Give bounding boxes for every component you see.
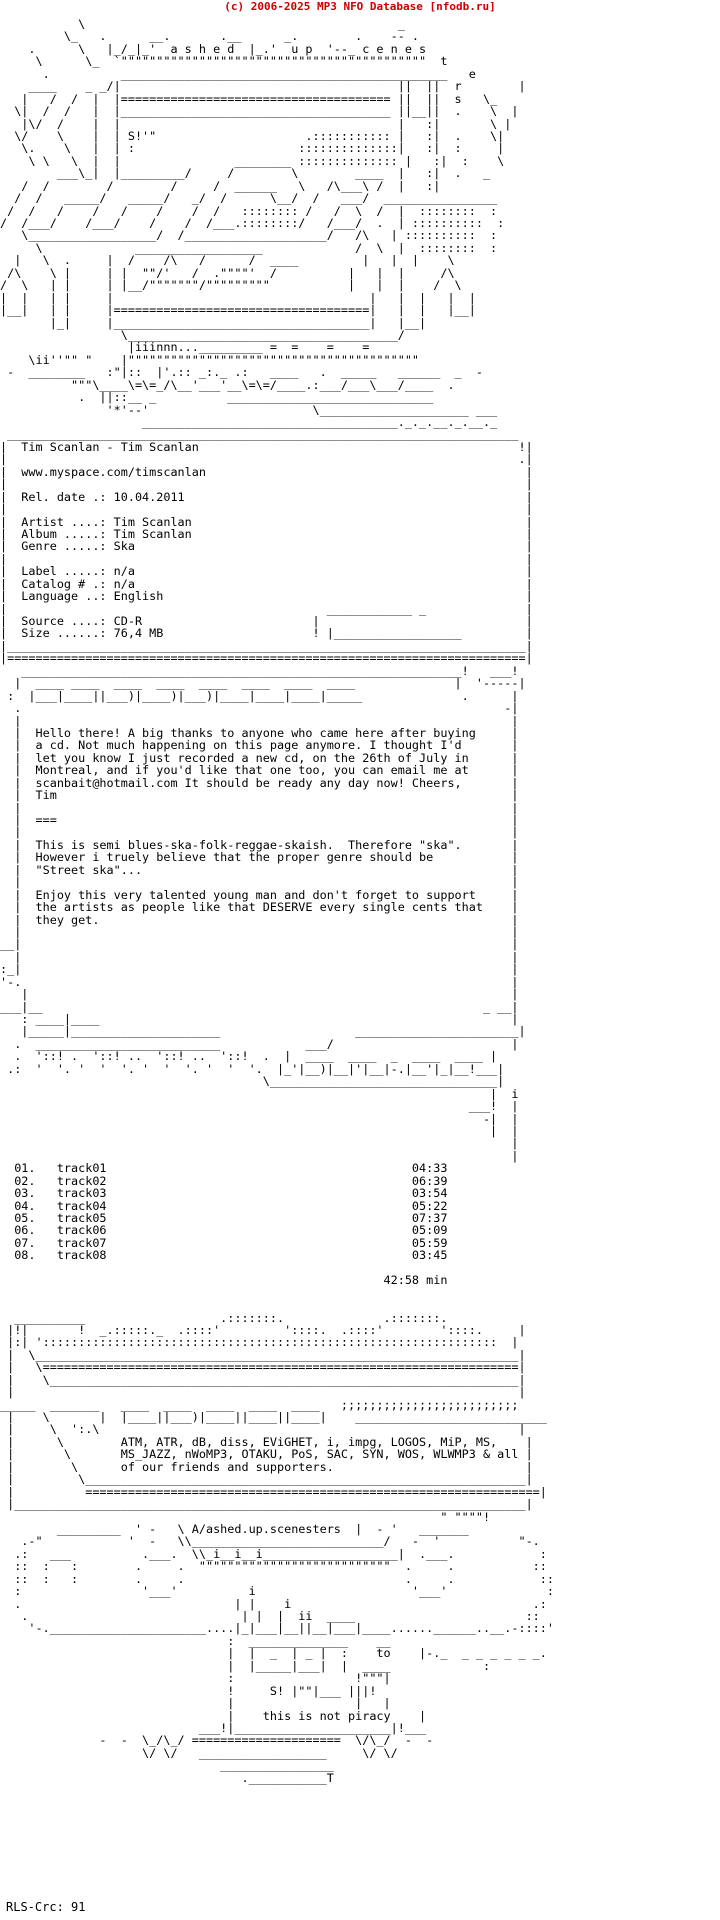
rls-crc-footer: RLS-Crc: 91 [6,1900,86,1914]
nfo-ascii-art-text: \ _ \_ . __. .__ _. . -- . . \ |_/_|_' a s h e d |_.' u p '--_ c e n e s \ \_ `""""""""""""""""""""""""""""""""""""""""""" t . ______________________________________________ e ____ _ _/| || || r | | / / | |====================================== || || s \_ \| / / | |______________________________________ ||__|| . \ | |\/ / | | | :| \ | \/ \ | | S!'" .::::::::::: | :| . \| \. \ | | : ::::::::::::::| :| : | \ \ \ | | ________ :::::::::::::: | :| : \ ___\_| |_________/ / \ ____ | :| . _ / / / / / ______ \ /\___\ / | :| / / _____/ _____/ _/ / \__/ / ___/ ________________ / / / / / / / / :::::::: / / \ / | :::::::: : / /___/ /___/ / / /___.::::::::/ /___/ . | :::::::::: : \__________________/ /____________________/ /\ | :::::::::: : \ __________________ / \ | :::::::: : | \ . | / /\ / / ____ | | | \ /\ \ | | | ""/' / .""""' / | | | /\ / \ | | | |__/"""""""/""""""""" | | | / \ | | | | | | | | | | |__| | | |====================================| | | |__| |_| |____________________________________| |__| \______________________________________/ |iiinnn..._________ = = = = \ii''"" " |""""""""""""""""""""""""""""""""""""""""" - ________ :"|:: |'.:: _:._ .: ____ . _____ ______ _ - """\____\=\=_/\__'___'__\=\=/____.:___/___\___/____ . . ||::__ _ _____________________________ '*'--' \_____________________ ___ ____________________________________._._.__._.__._ ________________________________________________________________________ | Tim Scanlan - Tim Scanlan !| | .| | www.myspace.com/timscanlan | | | | Rel. date .: 10.04.2011 | | | | Artist ....: Tim Scanlan | | Album .....: Tim Scanlan | | Genre .....: Ska | | | | Label .....: n/a | | Catalog # .: n/a | | Language ..: English | | ____________ _ | | Source ....: CD-R | | | Size ......: 76,4 MB ! |__________________ | |_________________________________________________________________________| |=========================================================================| ______________________________________________________________! ___! | ____ ____ ____ ____ ____ ____ ____ ____ | '-----| : |___|____||___)|____)|___)|____|____|____|_____ . | . -| | | | Hello there! A big thanks to anyone who came here after buying | | a cd. Not much happening on this page anymore. I thought I'd | | let you know I just recorded a new cd, on the 26th of July in | | Montreal, and if you'd like that one too, you can email me at | | scanbait@hotmail.com It should be ready any day now! Cheers, | | Tim | | | | === | | | | This is semi blues-ska-folk-reggae-skaish. Therefore "ska". | | However i truely believe that the proper genre should be | | "Street ska"... | | | | Enjoy this very talented young man and don't forget to support | | the artists as people like that DESERVE every single cents that | | they get. | | | __| | | | :_| | '-. | | | ___|__ _ __| : ____|____ | |_____|_____________________ _______________________| . __________________________ ___/ | . '::! . '::! .. '::! .. '::! . | ____ ____ _ ____ ____ | .: ' '. ' ' '. ' ' '. ' ' '. |_'|__)|__|'|__|-.|__'|_|__!___| \________________________________| | i ___! | -| | | | | | 01. track01 04:33 02. track02 06:39 03. track03 03:54 04. track04 05:22 05. track05 07:37 06. track06 05:09 07. track07 05:59 08. track08 03:45 42:58 min __________ .:::::::. .:::::::. |!| ! _.:::::._ .::::' '::::. .::::' '::::. | |:| ':::::::::::::::::::::::::::::::::::::::::::::::::::::::::::::::: | | \____________________________________________________________________| | \===================================================================| | \__________________________________________________________________| | | _____ _______ ____ ____ ____ ____ ____ ;;;;;;;;;;;;;;;;;;;;;;;;; | \ | |____||___)|____||____||____| ___________________________ | \ ':.\ | | \ ATM, ATR, dB, diss, EViGHET, i, impg, LOGOS, MiP, MS, | | \ MS_JAZZ, nWoMP3, OTAKU, PoS, SAC, SYN, WOS, WLWMP3 & all | | \ of our friends and supporters. | | \______________________________________________________________| | ================================================================| |________________________________________________________________________| " """"! _________ ' - \ A/ashed.up.scenesters | - ' _______ .-" ' - \\___________________________/ - ' "-. .: ___ .___. \\_i__i__i___________________| .___. : :: : : . . """"""""""""""""""""""""""" . . :: :: : : . . . . :: : '___' i '___' : . | | i .: . | | | ii ____ :: '-.______________________....|_|___|__||__|___|____......______..__.-::::' : ______________ __ | | _ | _ | : to |-._ _ _ _ _ _ _. | |_____|___| | ____ : : !"""| ! S! |""|___ |||! | | | | this is not piracy | ___!|______________________|!___ - - \_/\_/ ===================== \/\_/ - - \/ \/ __________________ \/ \/ ________________ .___________T [0,18,554,1785]
site-copyright-header: (c) 2006-2025 MP3 NFO Database [nfodb.ru] [224,0,496,13]
